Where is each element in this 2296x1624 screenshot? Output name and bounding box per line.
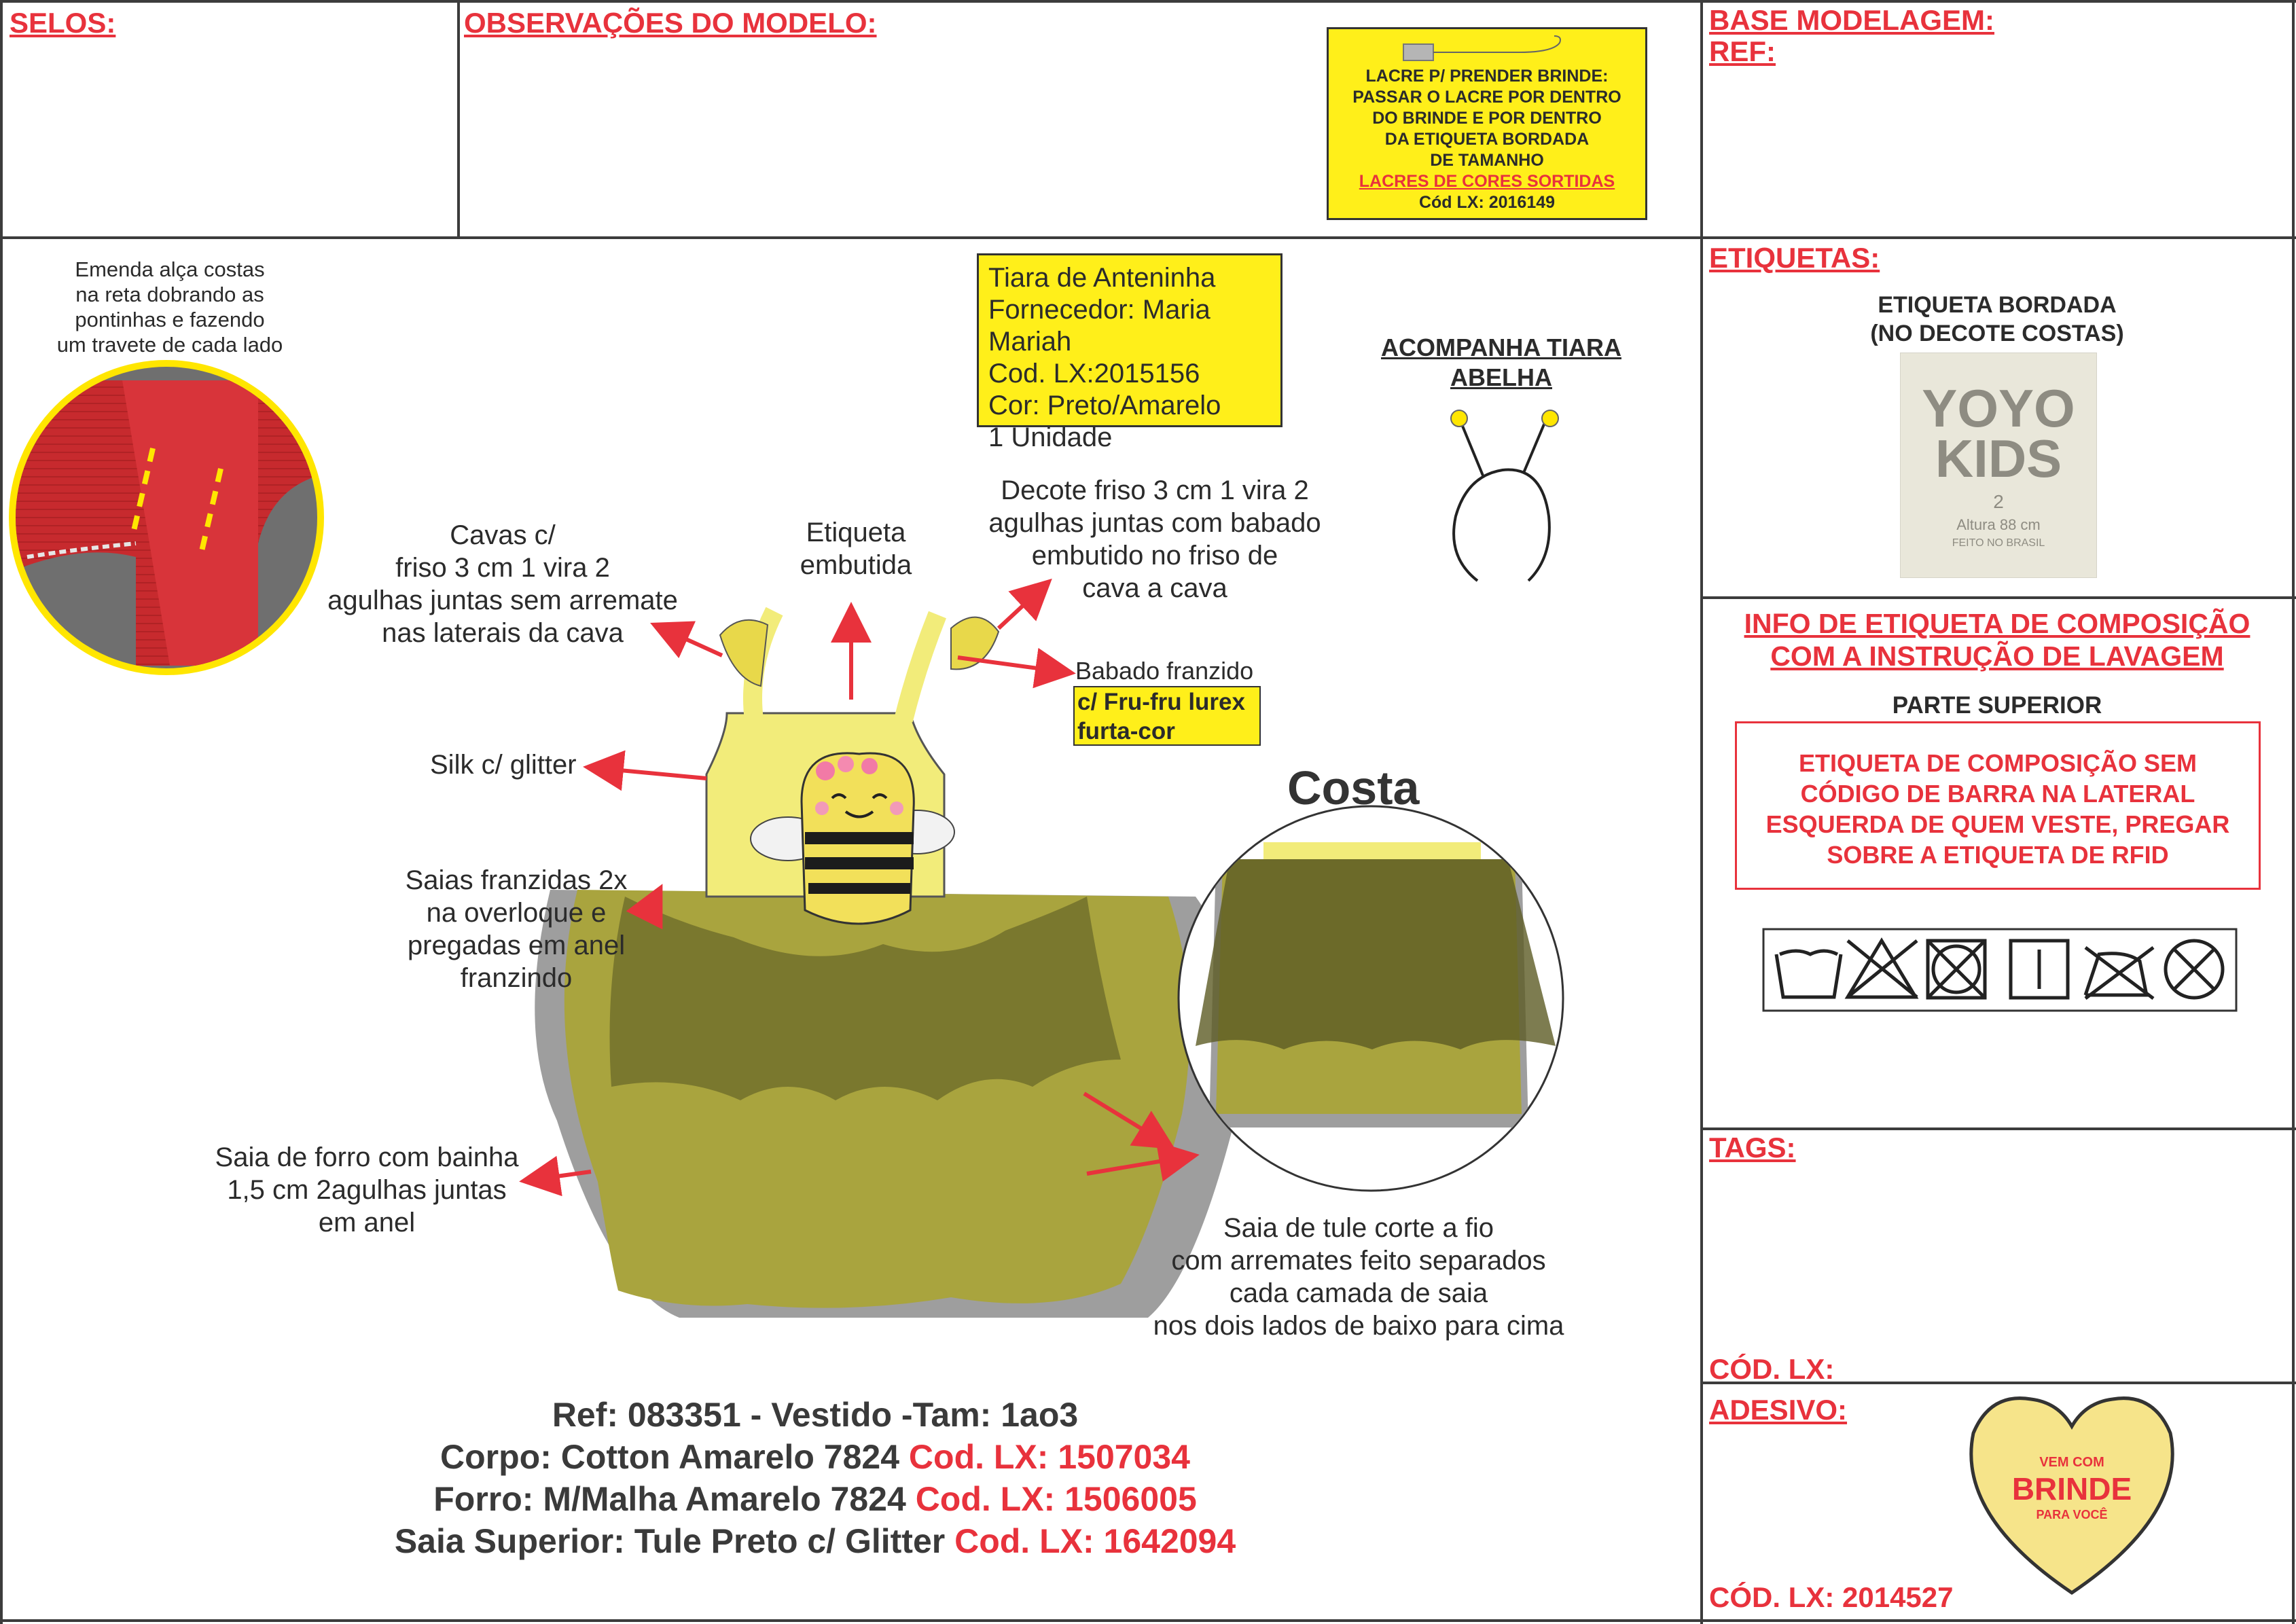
selos-header: SELOS: [10,7,116,39]
cavas-line: friso 3 cm 1 vira 2 [395,553,610,583]
annotation-saias [380,864,652,994]
ref-header: REF: [1709,35,1776,67]
lacre-highlight: LACRES DE CORES SORTIDAS [1359,172,1615,191]
footer-ref: Ref: 083351 - Vestido -Tam: 1ao3 [552,1396,1079,1434]
lacre-line: DO BRINDE E POR DENTRO [1372,109,1602,128]
composition-line: ETIQUETA DE COMPOSIÇÃO SEM [1798,749,2198,777]
tule-line: Saia de tule corte a fio [1223,1213,1494,1243]
footer-row-corpo [272,1436,1359,1478]
footer-code: Cod. LX: 1507034 [908,1438,1190,1476]
frufru-line: furta-cor [1077,718,1175,744]
tiara-line: Cor: Preto/Amarelo [988,391,1221,420]
decote-line: cava a cava [1082,573,1227,603]
tiara-line: Cod. LX:2015156 [988,359,1200,389]
care-icons [1763,929,2236,1011]
annotation-silk: Silk c/ glitter [430,750,577,780]
lacre-line: DE TAMANHO [1430,151,1544,170]
emenda-line: Emenda alça costas [75,257,265,281]
tiara-headband-drawing [1451,410,1558,581]
cavas-line: nas laterais da cava [382,618,624,648]
forro-line: em anel [318,1208,416,1238]
emenda-line: um travete de cada lado [56,333,283,357]
seam-detail-photo [0,353,340,693]
footer-code: Cod. LX: 1506005 [915,1480,1197,1518]
composition-line: ESQUERDA DE QUEM VESTE, PREGAR [1765,810,2230,838]
composition-instruction-box [1735,721,2261,890]
acompanha-line: ABELHA [1450,363,1552,391]
decote-line: Decote friso 3 cm 1 vira 2 [1001,475,1309,505]
product-spec-footer [272,1394,1359,1562]
cod-lx-tags: CÓD. LX: [1709,1353,1835,1385]
saias-line: na overloque e [426,898,607,928]
composition-line: SOBRE A ETIQUETA DE RFID [1827,841,2169,869]
woven-label [1901,353,2096,577]
costa-title: Costa [1287,761,1420,814]
footer-label: Saia Superior: Tule Preto c/ Glitter [394,1522,955,1560]
cavas-line: Cavas c/ [450,520,556,550]
label-brand-line: YOYO [1922,378,2075,438]
lacre-line: DA ETIQUETA BORDADA [1384,130,1590,149]
sticker-text [2004,1454,2140,1523]
sticker-bottom: PARA VOCÊ [2036,1508,2108,1521]
acompanha-line: ACOMPANHA TIARA [1381,333,1621,361]
saias-line: franzindo [460,963,573,993]
composition-line: CÓDIGO DE BARRA NA LATERAL [1800,780,2195,808]
cavas-line: agulhas juntas sem arremate [327,585,678,615]
annotation-decote [958,474,1352,605]
tiara-line: Tiara de Anteninha [988,263,1216,293]
base-modelagem-header: BASE MODELAGEM: [1709,4,1994,36]
tule-line: cada camada de saia [1229,1278,1488,1308]
forro-line: 1,5 cm 2agulhas juntas [227,1175,507,1205]
lacre-code: Cód LX: 2016149 [1418,193,1556,212]
etiqueta-line: Etiqueta [806,518,906,547]
info-title-line: COM A INSTRUÇÃO DE LAVAGEM [1770,640,2224,672]
tiara-line: Fornecedor: Maria Mariah [988,295,1210,357]
annotation-etiqueta [781,516,931,581]
emenda-line: na reta dobrando as [75,283,264,306]
info-title-line: INFO DE ETIQUETA DE COMPOSIÇÃO [1744,608,2250,639]
footer-row-saia [272,1520,1359,1562]
footer-code: Cod. LX: 1642094 [954,1522,1236,1560]
forro-line: Saia de forro com bainha [215,1142,519,1172]
dress-back-drawing [1179,806,1563,1191]
sticker-top: VEM COM [2039,1455,2104,1470]
saias-line: Saias franzidas 2x [405,865,628,895]
footer-row-forro [272,1478,1359,1520]
info-composicao-title [1702,607,2293,672]
annotation-tule [1134,1212,1583,1342]
frufru-line: c/ Fru-fru lurex [1077,689,1245,715]
adesivo-header: ADESIVO: [1709,1394,1848,1426]
sticker-main: BRINDE [2011,1471,2132,1506]
emenda-line: pontinhas e fazendo [75,308,265,331]
etiquetas-header: ETIQUETAS: [1709,242,1880,274]
parte-superior: PARTE SUPERIOR [1892,692,2102,719]
label-size: 2 [1993,491,2004,512]
tiara-line: 1 Unidade [988,422,1113,452]
tule-line: com arremates feito separados [1171,1246,1546,1276]
lacre-line: PASSAR O LACRE POR DENTRO [1352,88,1621,107]
label-title-line: (NO DECOTE COSTAS) [1870,321,2124,346]
label-title-line: ETIQUETA BORDADA [1878,292,2117,318]
annotation-frufru [1073,686,1261,746]
tags-header: TAGS: [1709,1132,1796,1163]
label-brand-line: KIDS [1935,429,2062,488]
lacre-line: LACRE P/ PRENDER BRINDE: [1365,67,1609,86]
tule-line: nos dois lados de baixo para cima [1153,1311,1564,1341]
label-made-in: FEITO NO BRASIL [1952,537,2045,549]
observacoes-header: OBSERVAÇÕES DO MODELO: [464,7,877,39]
footer-label: Forro: M/Malha Amarelo 7824 [433,1480,916,1518]
arrow-silk [591,768,706,778]
footer-label: Corpo: Cotton Amarelo 7824 [440,1438,909,1476]
etiqueta-bordada-title [1766,291,2228,348]
annotation-cavas [306,519,700,649]
decote-line: embutido no friso de [1031,541,1278,571]
saias-line: pregadas em anel [407,931,626,960]
cod-lx-adesivo: CÓD. LX: 2014527 [1709,1581,1954,1613]
decote-line: agulhas juntas com babado [988,508,1321,538]
annotation-babado: Babado franzido [1075,657,1254,685]
annotation-forro [204,1141,530,1239]
label-height: Altura 88 cm [1956,516,2041,533]
etiqueta-line: embutida [800,550,912,580]
